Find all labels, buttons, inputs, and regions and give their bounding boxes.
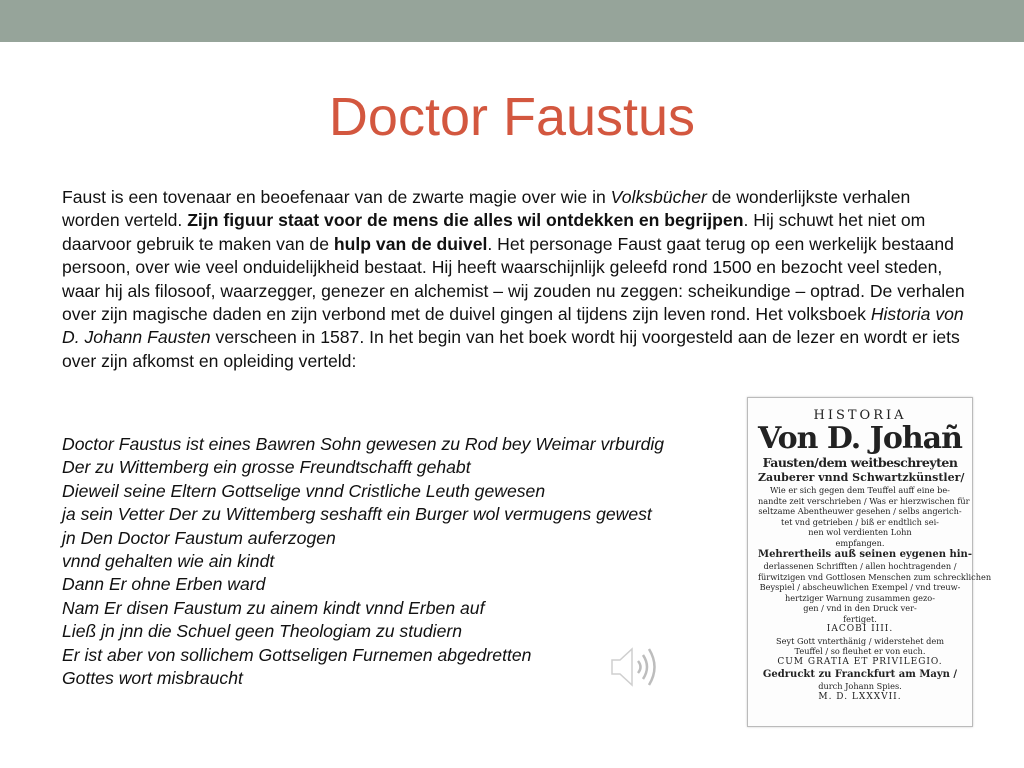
title-page-line: durch Johann Spies. (818, 681, 902, 691)
title-page-line: Gedruckt zu Franckfurt am Mayn / (762, 669, 958, 680)
verse-line: Der zu Wittemberg ein grosse Freundtschafft gehabt (62, 457, 471, 478)
verse-line: Dieweil seine Eltern Gottselige vnnd Cristliche Leuth gewesen (62, 480, 546, 501)
verse-line: jn Den Doctor Faustum auferzogen (62, 527, 336, 548)
verse-line: Ließ jn jnn die Schuel geen Theologiam zu studiern (62, 621, 463, 642)
title-page-line: IACOBI IIII. (826, 624, 894, 634)
title-page-line: CUM GRATIA ET PRIVILEGIO. (777, 656, 943, 667)
verse-line: Er ist aber von sollichem Gottseligen Furnemen abgedretten (62, 644, 532, 665)
title-page-line: M. D. LXXXVII. (818, 691, 902, 702)
title-page-line: Zauberer vnnd Schwartzkünstler/ (758, 471, 965, 484)
paragraph-segment-1: Volksbücher (610, 187, 707, 207)
title-page-line: Beyspiel / abscheuwlichen Exempel / vnd treuw- (759, 582, 961, 592)
speaker-icon[interactable] (606, 643, 662, 691)
title-page-line: tet vnd getrieben / biß er endtlich sei- (781, 516, 939, 527)
verse-line: vnnd gehalten wie ain kindt (62, 551, 275, 572)
title-page-line: Fausten/dem weitbeschreyten (762, 455, 958, 470)
title-page-line: Wie er sich gegen dem Teuffel auff eine be- (770, 485, 950, 495)
title-page-line: Von D. Johañ (758, 421, 962, 456)
title-page-line: empfangen. (835, 537, 885, 548)
title-page-line: fürwitzigen vnd Gottlosen Menschen zum schrecklichen (758, 571, 992, 582)
verse-line: Gottes wort misbraucht (62, 668, 243, 689)
title-page-line: Mehrertheils auß seinen eygenen hin- (758, 549, 972, 560)
verse-line: Nam Er disen Faustum zu ainem kindt vnnd Erben auf (62, 597, 485, 618)
title-page-line: Seyt Gott vnterthänig / widerstehet dem (776, 635, 944, 646)
title-page-line: hertziger Warnung zusammen gezo- (784, 592, 936, 603)
title-page-line: Teuffel / so fleuhet er von euch. (794, 646, 926, 656)
title-page-line: nen wol verdienten Lohn (808, 527, 912, 537)
title-page-line: gen / vnd in den Druck ver- (803, 603, 917, 613)
body-paragraph (62, 186, 972, 373)
slide-title: Doctor Faustus (328, 87, 696, 147)
paragraph-segment-3: Zijn figuur staat voor de mens die alles wil ontdekken en begrijpen (187, 210, 744, 231)
title-page-line: derlassenen Schrifften / allen hochtragenden / (763, 561, 957, 571)
verse-line: ja sein Vetter Der zu Wittemberg seshafft ein Burger wol vermugens gewest (62, 504, 652, 525)
paragraph-segment-8: verscheen in 1587. In het begin van het boek wordt hij voorgesteld aan de lezer en wordt er iets over zijn afkomst en opleiding verteld: (62, 327, 960, 371)
title-page-line: nandte zeit verschrieben / Was er hierzwischen für (758, 495, 970, 506)
paragraph-segment-4: . Hij schuwt het niet om daarvoor gebruik te maken van de (62, 210, 926, 254)
title-page-line: seltzame Abentheuwer gesehen / selbs angerich- (758, 506, 962, 516)
paragraph-segment-6: . Het personage Faust gaat terug op een werkelijk bestaand persoon, over wie veel onduidelijkheid bestaat. Hij heeft waarschijnlijk geleefd rond 1500 en bezocht veel steden, waar hij als filosoof, waarzegger, genezer en alchemist – wij zouden nu zeggen: scheikundige – optrad. De verhalen over zijn magische daden en zijn verbond met de duivel gingen al tijdens zijn leven rond. Het volksboek (62, 233, 965, 325)
verse-line: Doctor Faustus ist eines Bawren Sohn gewesen zu Rod bey Weimar vrburdig (62, 434, 665, 454)
title-page-line: fertiget. (843, 613, 877, 624)
paragraph-segment-2: de wonderlijkste verhalen worden verteld. (62, 187, 911, 231)
paragraph-segment-0: Faust is een tovenaar en beoefenaar van de zwarte magie over wie in (62, 187, 611, 207)
verse-line: Dann Er ohne Erben ward (62, 574, 266, 595)
top-accent-bar (0, 0, 1024, 42)
title-page-line: HISTORIA (813, 408, 907, 423)
paragraph-segment-5: hulp van de duivel (333, 233, 488, 254)
paragraph-segment-7: Historia von D. Johann Fausten (62, 304, 964, 348)
historia-title-page-image (747, 397, 992, 727)
